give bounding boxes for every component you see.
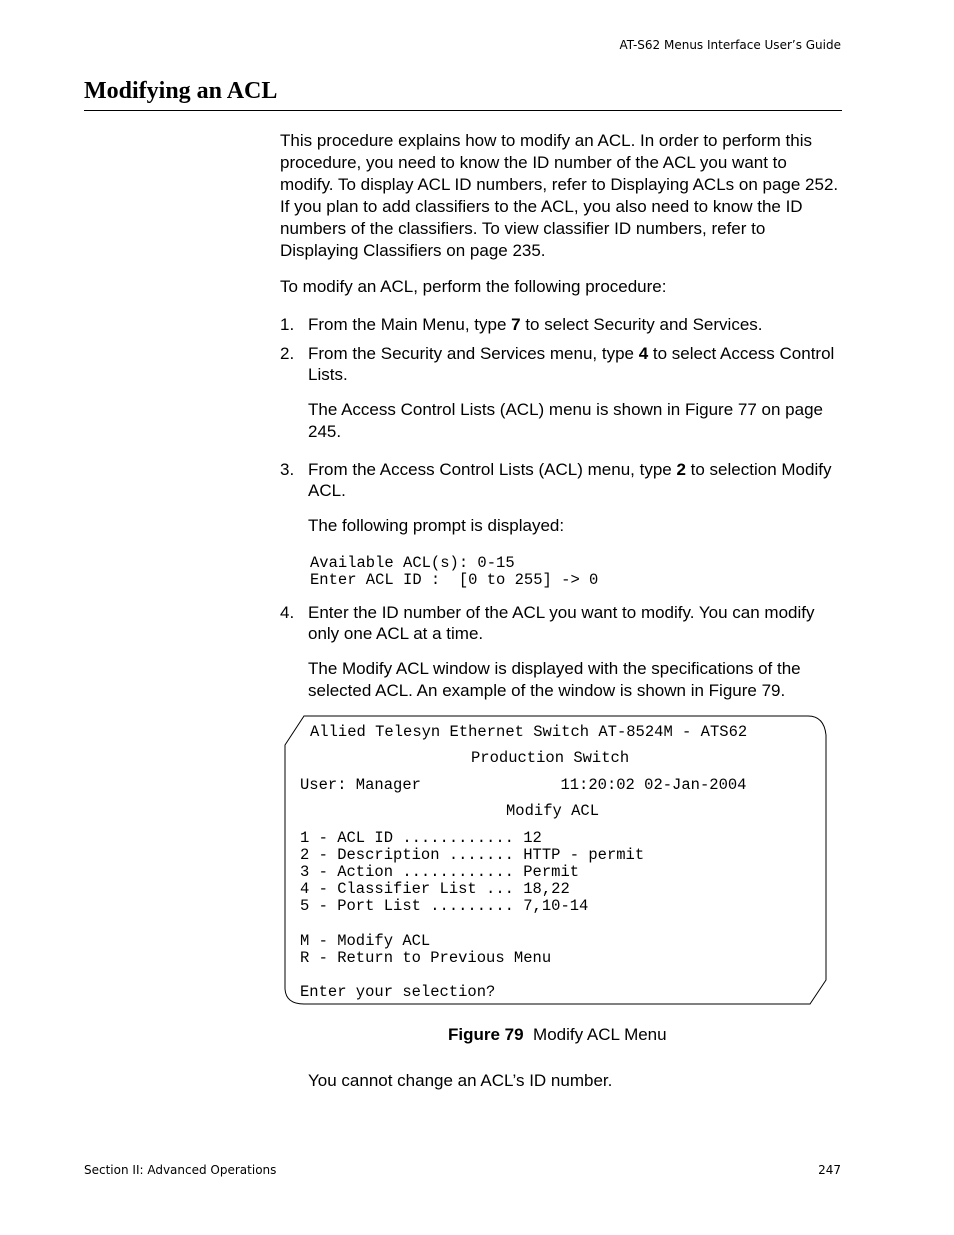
menu-command-return: R - Return to Previous Menu	[300, 949, 552, 967]
closing-paragraph: You cannot change an ACL’s ID number.	[308, 1071, 613, 1090]
step-number: 1.	[280, 315, 295, 334]
terminal-title: Allied Telesyn Ethernet Switch AT-8524M - ATS62	[310, 723, 748, 741]
step-number: 4.	[280, 603, 295, 622]
section-title: Modifying an ACL	[84, 78, 278, 104]
title-rule	[84, 110, 842, 111]
terminal-window	[284, 715, 828, 1006]
step-text: From the Access Control Lists (ACL) menu, type 2 to selection Modify ACL.	[308, 460, 832, 500]
figure-label: Figure 79	[448, 1025, 524, 1044]
menu-item-action: 3 - Action ............ Permit	[300, 863, 580, 881]
figure-caption	[448, 1025, 667, 1045]
menu-item-port-list: 5 - Port List ......... 7,10-14	[300, 897, 589, 915]
menu-key: 2	[676, 460, 686, 479]
terminal-prompt: Enter your selection?	[300, 983, 496, 1001]
page-number: 247	[818, 1163, 841, 1177]
terminal-user-line: User: Manager 11:20:02 02-Jan-2004	[300, 776, 747, 794]
step-number: 2.	[280, 344, 295, 363]
menu-key: 7	[511, 315, 521, 334]
step-text: From the Main Menu, type 7 to select Security and Services.	[308, 315, 763, 334]
footer-section: Section II: Advanced Operations	[84, 1163, 277, 1177]
step-2-note: The Access Control Lists (ACL) menu is shown in Figure 77 on page 245.	[308, 400, 823, 441]
prompt-line-2: Enter ACL ID : [0 to 255] -> 0	[310, 571, 599, 589]
menu-item-classifier-list: 4 - Classifier List ... 18,22	[300, 880, 570, 898]
step-4-note: The Modify ACL window is displayed with the specifications of the selected ACL. An example of the window is shown in Figure 79.	[308, 659, 801, 700]
lead-in-paragraph: To modify an ACL, perform the following procedure:	[280, 277, 667, 296]
menu-command-modify: M - Modify ACL	[300, 932, 431, 950]
step-text: Enter the ID number of the ACL you want to modify. You can modify only one ACL at a time.	[308, 603, 815, 643]
figure-caption-text: Modify ACL Menu	[533, 1025, 667, 1044]
intro-paragraph: This procedure explains how to modify an ACL. In order to perform this procedure, you need to know the ID number of the ACL you want to modify. To display ACL ID numbers, refer to Displaying ACLs on page 252. If you plan to add classifiers to the ACL, you also need to know the ID numbers of the classifiers. To view classifier ID numbers, refer to Displaying Classifiers on page 235.	[280, 131, 839, 260]
running-header: AT-S62 Menus Interface User’s Guide	[619, 38, 841, 52]
terminal-subtitle: Production Switch	[471, 749, 630, 767]
prompt-line-1: Available ACL(s): 0-15	[310, 554, 515, 572]
terminal-menu-title: Modify ACL	[506, 802, 600, 820]
menu-item-description: 2 - Description ....... HTTP - permit	[300, 846, 645, 864]
menu-item-acl-id: 1 - ACL ID ............ 12	[300, 829, 542, 847]
step-3-note: The following prompt is displayed:	[308, 516, 565, 535]
step-text: From the Security and Services menu, type 4 to select Access Control Lists.	[308, 344, 835, 384]
menu-key: 4	[638, 344, 649, 363]
step-number: 3.	[280, 460, 295, 479]
